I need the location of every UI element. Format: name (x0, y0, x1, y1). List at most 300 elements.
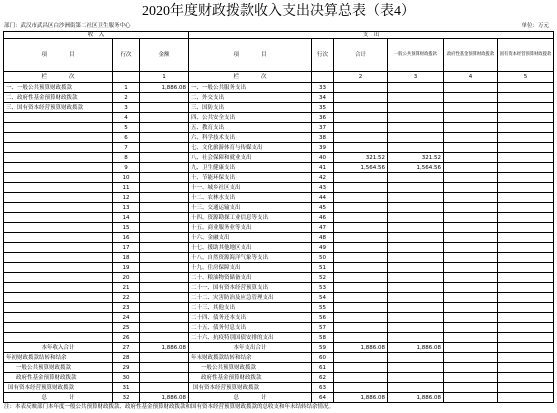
income-line-no: 17 (113, 243, 140, 253)
expense-state-capital (498, 233, 554, 243)
expense-state-capital (498, 133, 554, 143)
expense-line-no: 37 (312, 123, 334, 133)
expense-general-budget (388, 223, 444, 233)
income-line-no: 30 (113, 373, 140, 383)
table-row (4, 333, 554, 343)
expense-item: 本年支出合计 (189, 343, 312, 353)
footnote: 注：本表反映部门本年度一般公共预算财政拨款、政府性基金预算财政拨款和国有资本经营预算财政拨款的总收支和年末结转结余情况。 (4, 404, 335, 410)
expense-total (334, 363, 388, 373)
expense-line-no: 53 (312, 283, 334, 293)
expense-line-no: 34 (312, 93, 334, 103)
expense-line-no: 58 (312, 333, 334, 343)
table-row (4, 283, 554, 293)
table-row (4, 213, 554, 223)
expense-gov-fund (444, 243, 498, 253)
expense-total (334, 353, 388, 363)
income-amount: 1,886.08 (140, 393, 189, 403)
column-header-row (4, 39, 554, 72)
expense-line-no: 44 (312, 193, 334, 203)
income-line-no: 29 (113, 363, 140, 373)
expense-gov-fund (444, 253, 498, 263)
expense-state-capital (498, 103, 554, 113)
expense-general-budget: 1,564.56 (388, 163, 444, 173)
expense-state-capital (498, 333, 554, 343)
table-row (4, 313, 554, 323)
expense-state-capital (498, 83, 554, 93)
expense-state-capital (498, 213, 554, 223)
income-amount (140, 323, 189, 333)
expense-total (334, 133, 388, 143)
table-row (4, 363, 554, 373)
table-row (4, 83, 554, 93)
expense-item: 十六、金融支出 (189, 233, 312, 243)
income-item (4, 303, 113, 313)
expense-general-budget (388, 253, 444, 263)
expense-total (334, 193, 388, 203)
income-item (4, 203, 113, 213)
income-line-no: 16 (113, 233, 140, 243)
expense-total (334, 253, 388, 263)
expense-line-no: 45 (312, 203, 334, 213)
expense-column-index-empty (312, 72, 334, 83)
expense-gov-fund (444, 283, 498, 293)
expense-section-header: 支 出 (189, 32, 554, 39)
expense-line-no: 64 (312, 393, 334, 403)
gov-fund-header: 政府性基金预算财政拨款 (444, 39, 498, 72)
table-row (4, 353, 554, 363)
income-item (4, 143, 113, 153)
expense-state-capital (498, 283, 554, 293)
income-amount (140, 383, 189, 393)
table-row (4, 223, 554, 233)
expense-total (334, 143, 388, 153)
expense-gov-fund (444, 113, 498, 123)
income-amount (140, 333, 189, 343)
expense-item: 六、科学技术支出 (189, 133, 312, 143)
income-amount (140, 133, 189, 143)
expense-general-budget (388, 213, 444, 223)
expense-state-capital (498, 163, 554, 173)
expense-total (334, 373, 388, 383)
expense-item: 国有资本经营预算财政拨款 (189, 383, 312, 393)
table-row (4, 343, 554, 353)
expense-total (334, 313, 388, 323)
income-amount: 1,886.08 (140, 343, 189, 353)
income-item: 一般公共预算财政拨款 (4, 363, 113, 373)
income-item (4, 183, 113, 193)
income-line-no: 6 (113, 133, 140, 143)
income-line-no: 8 (113, 153, 140, 163)
expense-gov-fund (444, 143, 498, 153)
expense-total (334, 243, 388, 253)
expense-item: 二十五、债务付息支出 (189, 323, 312, 333)
income-line-no: 24 (113, 313, 140, 323)
table-row (4, 163, 554, 173)
expense-line-no: 33 (312, 83, 334, 93)
expense-general-budget (388, 123, 444, 133)
income-amount (140, 153, 189, 163)
expense-item: 十二、农林水支出 (189, 193, 312, 203)
unit-label: 单位：万元 (521, 23, 549, 29)
table-row (4, 133, 554, 143)
expense-state-capital (498, 173, 554, 183)
expense-total (334, 223, 388, 233)
expense-gov-fund (444, 383, 498, 393)
income-line-no: 20 (113, 273, 140, 283)
expense-line-no: 43 (312, 183, 334, 193)
expense-general-budget (388, 143, 444, 153)
income-line-no: 27 (113, 343, 140, 353)
expense-column-index-label: 栏 次 (189, 72, 312, 83)
income-item: 一、一般公共预算财政拨款 (4, 83, 113, 93)
expense-gov-fund (444, 303, 498, 313)
income-amount (140, 143, 189, 153)
page-title: 2020年度财政拨款收入支出决算总表（表4） (142, 4, 415, 19)
table-row (4, 203, 554, 213)
expense-total (334, 303, 388, 313)
expense-gov-fund (444, 343, 498, 353)
expense-total (334, 233, 388, 243)
income-line-no: 26 (113, 333, 140, 343)
column-number-1: 1 (140, 72, 189, 83)
income-amount (140, 173, 189, 183)
expense-total (334, 173, 388, 183)
expense-total (334, 83, 388, 93)
income-line-no: 23 (113, 303, 140, 313)
expense-item: 二十一、国有资本经营预算支出 (189, 283, 312, 293)
income-item (4, 293, 113, 303)
income-line-no: 5 (113, 123, 140, 133)
section-header-row (4, 32, 554, 39)
expense-total (334, 383, 388, 393)
expense-total (334, 103, 388, 113)
expense-gov-fund (444, 313, 498, 323)
income-amount-header: 金额 (140, 39, 189, 72)
expense-gov-fund (444, 83, 498, 93)
table-row (4, 183, 554, 193)
table-row (4, 293, 554, 303)
expense-total-header: 合计 (334, 39, 388, 72)
income-amount (140, 163, 189, 173)
expense-total: 1,886.08 (334, 393, 388, 403)
income-line-no: 3 (113, 103, 140, 113)
income-item (4, 133, 113, 143)
expense-state-capital (498, 323, 554, 333)
income-amount: 1,886.08 (140, 83, 189, 93)
expense-state-capital (498, 253, 554, 263)
expense-general-budget (388, 333, 444, 343)
expense-gov-fund (444, 203, 498, 213)
expense-total (334, 203, 388, 213)
income-item (4, 113, 113, 123)
expense-gov-fund (444, 193, 498, 203)
expense-gov-fund (444, 93, 498, 103)
income-line-no: 2 (113, 93, 140, 103)
income-item (4, 153, 113, 163)
income-item (4, 243, 113, 253)
expense-gov-fund (444, 173, 498, 183)
expense-gov-fund (444, 323, 498, 333)
table-row (4, 93, 554, 103)
expense-gov-fund (444, 223, 498, 233)
income-amount (140, 243, 189, 253)
income-item: 三、国有资本经营预算财政拨款 (4, 103, 113, 113)
table-row (4, 153, 554, 163)
expense-general-budget (388, 293, 444, 303)
income-line-no: 22 (113, 293, 140, 303)
expense-total: 1,886.08 (334, 343, 388, 353)
expense-line-no: 50 (312, 253, 334, 263)
column-number-5: 5 (498, 72, 554, 83)
expense-item: 四、公共安全支出 (189, 113, 312, 123)
expense-state-capital (498, 93, 554, 103)
table-row (4, 303, 554, 313)
income-line-no: 11 (113, 183, 140, 193)
expense-item: 十八、自然资源海洋气象等支出 (189, 253, 312, 263)
income-line-no: 19 (113, 263, 140, 273)
expense-state-capital (498, 183, 554, 193)
income-amount (140, 353, 189, 363)
expense-general-budget: 321.52 (388, 153, 444, 163)
column-number-4: 4 (444, 72, 498, 83)
income-line-no: 25 (113, 323, 140, 333)
expense-general-budget (388, 273, 444, 283)
income-line-no: 10 (113, 173, 140, 183)
column-number-3: 3 (388, 72, 444, 83)
income-item (4, 263, 113, 273)
expense-general-budget (388, 203, 444, 213)
income-item (4, 323, 113, 333)
expense-line-no: 48 (312, 233, 334, 243)
income-amount (140, 103, 189, 113)
income-item: 国有资本经营预算财政拨款 (4, 383, 113, 393)
income-item (4, 313, 113, 323)
expense-general-budget (388, 313, 444, 323)
income-amount (140, 273, 189, 283)
expense-line-no: 63 (312, 383, 334, 393)
expense-item: 一般公共预算财政拨款 (189, 363, 312, 373)
expense-line-no: 47 (312, 223, 334, 233)
income-item (4, 173, 113, 183)
expense-general-budget (388, 173, 444, 183)
expense-state-capital (498, 353, 554, 363)
income-line-no-header: 行次 (113, 39, 140, 72)
expense-general-budget (388, 103, 444, 113)
income-item (4, 193, 113, 203)
expense-general-budget (388, 373, 444, 383)
expense-gov-fund (444, 183, 498, 193)
income-line-no: 32 (113, 393, 140, 403)
expense-item-header: 项 目 (189, 39, 312, 72)
income-amount (140, 313, 189, 323)
expense-state-capital (498, 363, 554, 373)
expense-state-capital (498, 313, 554, 323)
table-body (4, 83, 554, 403)
column-index-row (4, 72, 554, 83)
income-item (4, 223, 113, 233)
expense-state-capital (498, 223, 554, 233)
table-row (4, 323, 554, 333)
expense-state-capital (498, 373, 554, 383)
expense-item: 十一、城乡社区支出 (189, 183, 312, 193)
income-item: 年初财政拨款结转和结余 (4, 353, 113, 363)
expense-line-no: 57 (312, 323, 334, 333)
income-item: 二、政府性基金预算财政拨款 (4, 93, 113, 103)
expense-item: 九、卫生健康支出 (189, 163, 312, 173)
expense-state-capital (498, 383, 554, 393)
income-amount (140, 373, 189, 383)
table-row (4, 393, 554, 403)
expense-general-budget (388, 93, 444, 103)
income-amount (140, 193, 189, 203)
expense-item: 十七、援助其他地区支出 (189, 243, 312, 253)
income-line-no: 12 (113, 193, 140, 203)
expense-general-budget (388, 83, 444, 93)
expense-general-budget (388, 233, 444, 243)
expense-general-budget (388, 113, 444, 123)
expense-gov-fund (444, 393, 498, 403)
table-row (4, 243, 554, 253)
table-row (4, 383, 554, 393)
expense-line-no: 51 (312, 263, 334, 273)
income-line-no: 9 (113, 163, 140, 173)
expense-line-no: 61 (312, 363, 334, 373)
table-row (4, 233, 554, 243)
expense-gov-fund (444, 163, 498, 173)
expense-general-budget (388, 183, 444, 193)
expense-total (334, 93, 388, 103)
expense-line-no: 52 (312, 273, 334, 283)
income-amount (140, 303, 189, 313)
expense-total (334, 263, 388, 273)
expense-gov-fund (444, 213, 498, 223)
expense-line-no: 41 (312, 163, 334, 173)
income-line-no: 14 (113, 213, 140, 223)
income-amount (140, 113, 189, 123)
expense-general-budget (388, 263, 444, 273)
general-budget-header: 一般公共预算财政拨款 (388, 39, 444, 72)
income-item (4, 163, 113, 173)
expense-total (334, 293, 388, 303)
expense-state-capital (498, 393, 554, 403)
expense-item: 十四、资源勘探工业信息等支出 (189, 213, 312, 223)
expense-line-no: 55 (312, 303, 334, 313)
expense-state-capital (498, 343, 554, 353)
expense-total (334, 113, 388, 123)
table-row (4, 263, 554, 273)
expense-state-capital (498, 113, 554, 123)
expense-total (334, 273, 388, 283)
expense-item: 三、国防支出 (189, 103, 312, 113)
table-row (4, 173, 554, 183)
expense-state-capital (498, 293, 554, 303)
income-amount (140, 183, 189, 193)
income-amount (140, 223, 189, 233)
expense-item: 二十四、债务还本支出 (189, 313, 312, 323)
expense-line-no: 46 (312, 213, 334, 223)
expense-line-no: 54 (312, 293, 334, 303)
expense-general-budget (388, 353, 444, 363)
expense-total: 1,564.56 (334, 163, 388, 173)
expense-line-no: 56 (312, 313, 334, 323)
expense-gov-fund (444, 373, 498, 383)
income-column-index-label: 栏 次 (4, 72, 113, 83)
expense-general-budget (388, 383, 444, 393)
expense-line-no: 60 (312, 353, 334, 363)
expense-line-no: 62 (312, 373, 334, 383)
expense-total (334, 183, 388, 193)
expense-item: 二十三、其他支出 (189, 303, 312, 313)
table-row (4, 373, 554, 383)
expense-line-no: 36 (312, 113, 334, 123)
table-row (4, 253, 554, 263)
income-amount (140, 283, 189, 293)
income-column-index-empty (113, 72, 140, 83)
expense-item: 五、教育支出 (189, 123, 312, 133)
expense-line-no: 49 (312, 243, 334, 253)
expense-state-capital (498, 263, 554, 273)
expense-state-capital (498, 123, 554, 133)
expense-item: 政府性基金预算财政拨款 (189, 373, 312, 383)
expense-item: 十三、交通运输支出 (189, 203, 312, 213)
income-line-no: 15 (113, 223, 140, 233)
expense-general-budget (388, 323, 444, 333)
income-item: 本年收入合计 (4, 343, 113, 353)
table-row (4, 113, 554, 123)
expense-gov-fund (444, 363, 498, 373)
expense-gov-fund (444, 233, 498, 243)
expense-state-capital (498, 143, 554, 153)
expense-state-capital (498, 193, 554, 203)
expense-line-no-header: 行次 (312, 39, 334, 72)
expense-gov-fund (444, 263, 498, 273)
expense-gov-fund (444, 353, 498, 363)
income-item (4, 213, 113, 223)
expense-general-budget (388, 363, 444, 373)
expense-general-budget (388, 283, 444, 293)
income-item (4, 253, 113, 263)
expense-gov-fund (444, 293, 498, 303)
expense-state-capital (498, 273, 554, 283)
expense-item: 二十、粮油物资储备支出 (189, 273, 312, 283)
income-amount (140, 233, 189, 243)
income-amount (140, 263, 189, 273)
expense-line-no: 59 (312, 343, 334, 353)
income-amount (140, 203, 189, 213)
table-row (4, 143, 554, 153)
expense-item: 年末财政拨款结转和结余 (189, 353, 312, 363)
state-capital-header: 国有资本经营预算财政拨款 (498, 39, 554, 72)
expense-state-capital (498, 243, 554, 253)
expense-item: 二十六、抗疫特别国债安排的支出 (189, 333, 312, 343)
expense-general-budget (388, 193, 444, 203)
expense-general-budget: 1,886.08 (388, 343, 444, 353)
expense-item: 十九、住房保障支出 (189, 263, 312, 273)
expense-total (334, 123, 388, 133)
expense-total (334, 323, 388, 333)
expense-item: 二十二、灾害防治及应急管理支出 (189, 293, 312, 303)
income-item (4, 273, 113, 283)
expense-gov-fund (444, 123, 498, 133)
expense-state-capital (498, 303, 554, 313)
expense-line-no: 38 (312, 133, 334, 143)
expense-line-no: 35 (312, 103, 334, 113)
income-amount (140, 93, 189, 103)
expense-item: 十五、商业服务业等支出 (189, 223, 312, 233)
expense-item: 总 计 (189, 393, 312, 403)
department-label: 部门：武汉市武昌区白沙洲街第二社区卫生服务中心 (4, 23, 131, 29)
expense-item: 十、节能环保支出 (189, 173, 312, 183)
